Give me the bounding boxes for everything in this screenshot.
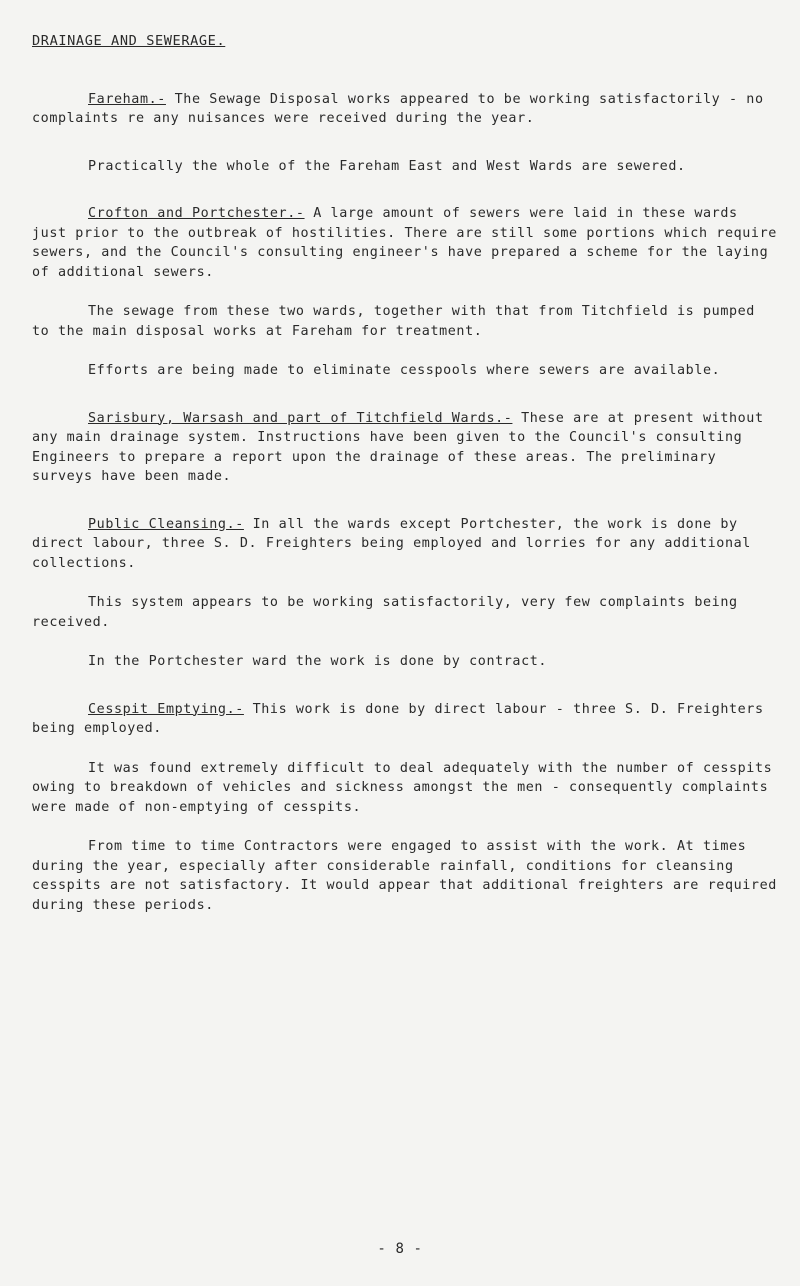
paragraph-fareham-wards (32, 157, 777, 177)
paragraph-system-working (32, 593, 777, 632)
paragraph-text: This work is done by direct labour - three S. D. Freighters being employed. (32, 701, 764, 736)
paragraph-text: The sewage from these two wards, together with that from Titchfield is pumped to the main disposal works at Fareham for treatment. (32, 304, 755, 339)
paragraph-text: In the Portchester ward the work is done by contract. (88, 654, 548, 669)
paragraph-portchester-contract (32, 652, 777, 672)
document-page (32, 32, 777, 935)
paragraph-sarisbury (32, 409, 777, 487)
paragraph-text: It was found extremely difficult to deal adequately with the number of cesspits owing to breakdown of vehicles and sickness amongst the men - consequently complaints were made of non-emptying of cesspits. (32, 760, 773, 815)
paragraph-text: Efforts are being made to eliminate cesspools where sewers are available. (88, 363, 721, 378)
paragraph-text: Practically the whole of the Fareham East and West Wards are sewered. (88, 158, 686, 174)
paragraph-cesspit-emptying (32, 700, 777, 739)
subheading-crofton-portchester: Crofton and Portchester.- (88, 206, 305, 221)
paragraph-crofton-portchester (32, 204, 777, 282)
paragraph-text: The Sewage Disposal works appeared to be working satisfactorily - no complaints re any nuisances were received during the year. (32, 91, 764, 126)
subheading-public-cleansing: Public Cleansing.- (88, 516, 244, 532)
paragraph-text: A large amount of sewers were laid in these wards just prior to the outbreak of hostilities. There are still some portions which require sewers, and the Council's consulting engineer's have prepared a scheme for the laying of additional sewers. (32, 206, 777, 280)
paragraph-text: This system appears to be working satisfactorily, very few complaints being received. (32, 595, 738, 630)
paragraph-text: In all the wards except Portchester, the work is done by direct labour, three S. D. Freighters being employed and lorries for any additional collections. (32, 516, 751, 571)
subheading-fareham: Fareham.- (88, 91, 166, 107)
subheading-cesspit-emptying: Cesspit Emptying.- (88, 701, 244, 717)
paragraph-text: From time to time Contractors were engaged to assist with the work. At times during the year, especially after considerable rainfall, conditions for cleansing cesspits are not satisfactory. It would appear that additional freighters are required during these periods. (32, 839, 777, 913)
paragraph-cesspools (32, 361, 777, 381)
paragraph-text: These are at present without any main drainage system. Instructions have been given to the Council's consulting Engineers to prepare a report upon the drainage of these areas. The preliminary surveys have been made. (32, 410, 764, 484)
paragraph-fareham (32, 90, 777, 129)
paragraph-contractors (32, 837, 777, 915)
subheading-sarisbury: Sarisbury, Warsash and part of Titchfield Wards.- (88, 410, 513, 426)
section-heading: DRAINAGE AND SEWERAGE. (32, 33, 226, 49)
paragraph-public-cleansing (32, 515, 777, 574)
paragraph-difficulties (32, 759, 777, 818)
paragraph-sewage-pumped (32, 302, 777, 341)
page-number: - 8 - (377, 1241, 423, 1257)
